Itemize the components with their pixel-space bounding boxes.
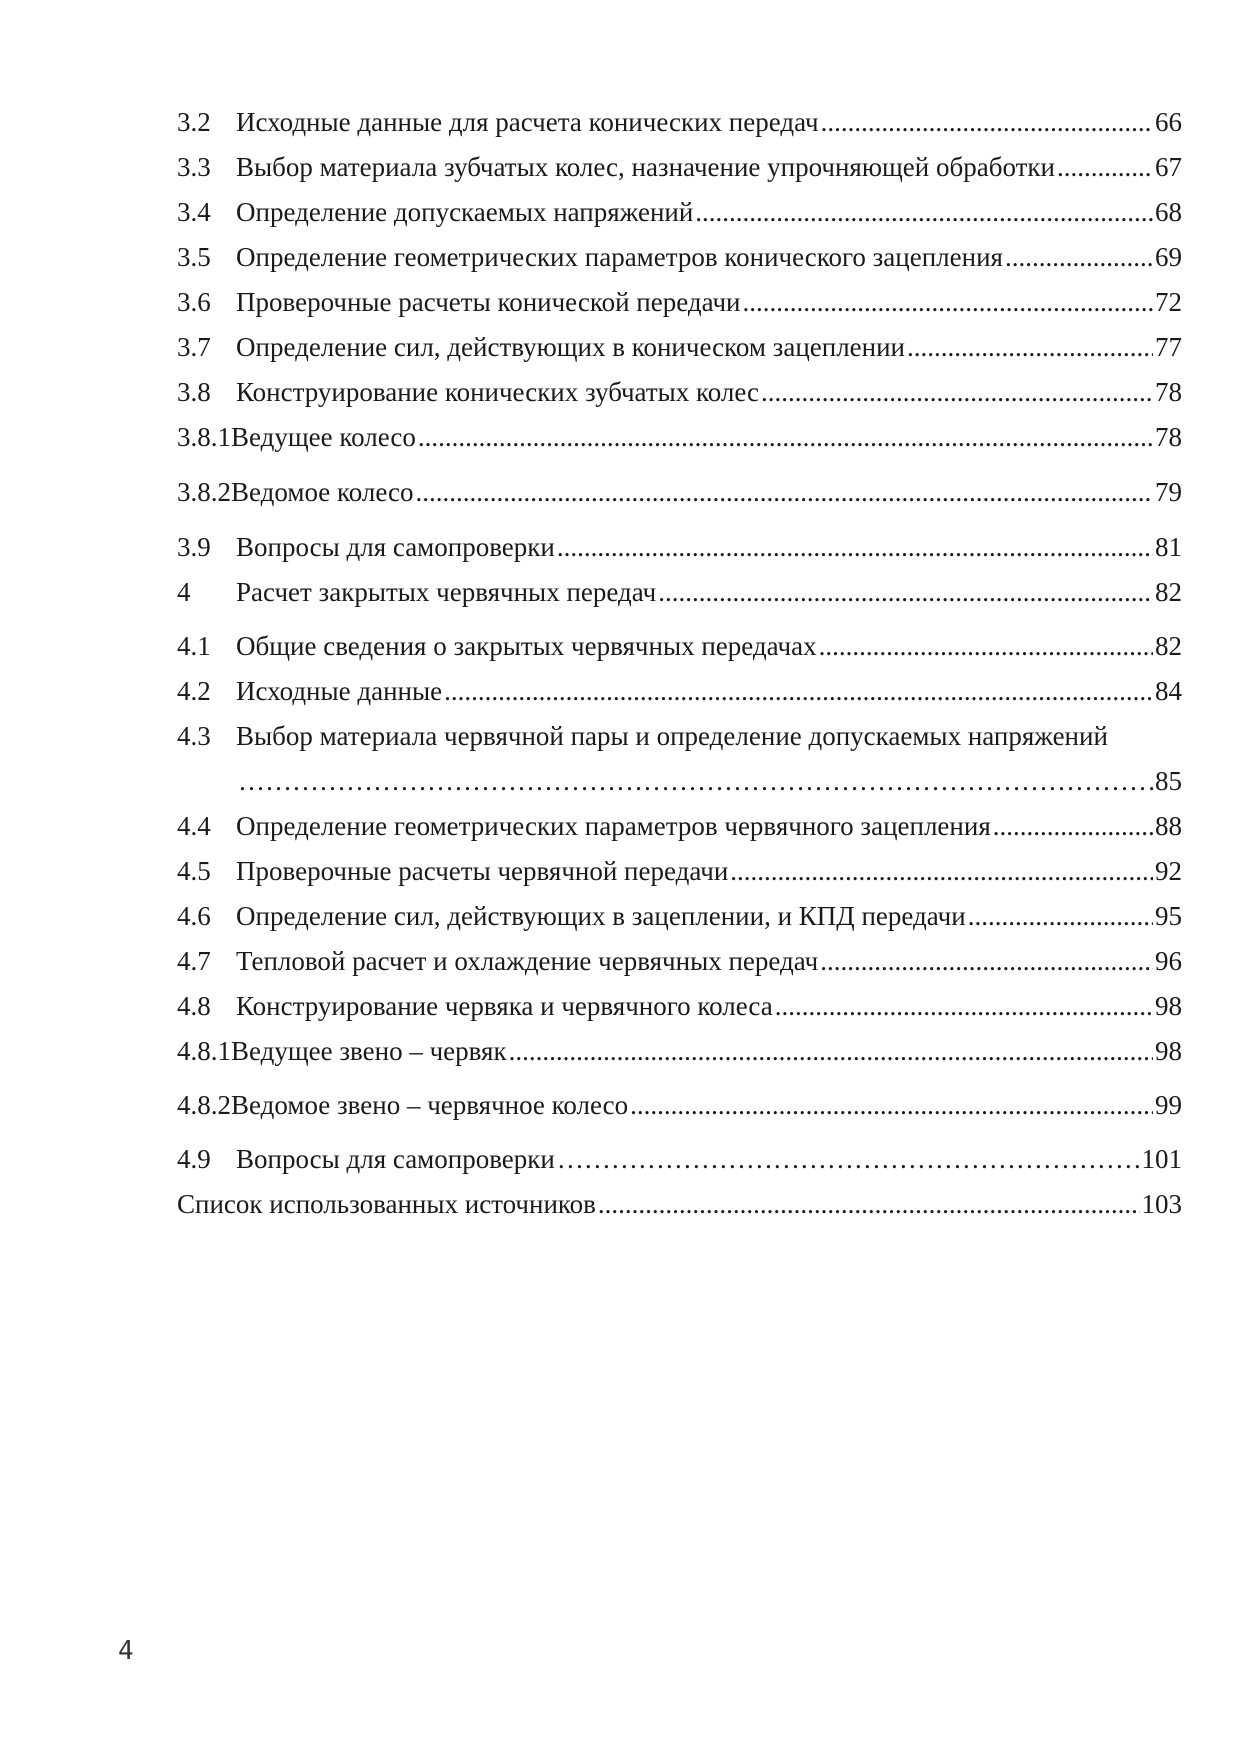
toc-title: Ведомое звено – червячное колесо [231,1090,629,1120]
toc-leader-dots [598,1187,1140,1221]
toc-number: 3.8.1 [177,422,231,452]
toc-entry-4-4[interactable] [177,809,1182,843]
toc-page: 82 [1155,631,1182,661]
toc-page: 82 [1155,577,1182,607]
toc-page: 88 [1155,811,1182,841]
toc-entry-4-8-2[interactable] [177,1088,1182,1122]
toc-title: Выбор материала зубчатых колес, назначение упрочняющей обработки [236,152,1055,182]
toc-leader-dots [968,899,1153,933]
toc-entry-4[interactable] [177,575,1182,609]
toc-leader-dots [730,854,1153,888]
toc-page: 96 [1155,946,1182,976]
toc-leader-dots [557,1142,1140,1176]
toc-number: 3.7 [177,332,211,362]
toc-page: 95 [1155,901,1182,931]
toc-entry-3-6[interactable] [177,285,1182,319]
toc-title: Ведомое колесо [231,477,414,507]
toc-title: Ведущее колесо [231,422,416,452]
toc-entry-4-7[interactable] [177,944,1182,978]
toc-entry-4-3[interactable] [177,719,1182,753]
toc-entry-3-4[interactable] [177,195,1182,229]
page-number: 4 [118,1636,134,1666]
toc-leader-dots [630,1088,1153,1122]
toc-leader-dots [821,105,1153,139]
toc-leader-dots [695,195,1153,229]
toc-number: 3.3 [177,152,211,182]
toc-page: 77 [1155,332,1182,362]
toc-leader-dots [743,285,1154,319]
toc-leader-dots [907,330,1153,364]
toc-title: Общие сведения о закрытых червячных передачах [236,631,817,661]
toc-entry-3-8-1[interactable] [177,420,1182,454]
toc-title: Выбор материала червячной пары и определение допускаемых напряжений [236,721,1108,751]
toc-entry-4-3-continuation[interactable] [236,764,1182,798]
toc-leader-dots [658,575,1153,609]
toc-leader-dots [993,809,1153,843]
toc-title: Список использованных источников [177,1189,596,1219]
toc-number: 3.2 [177,107,211,137]
toc-number: 4.9 [177,1144,211,1174]
toc-number: 3.8.2 [177,477,231,507]
toc-title: Проверочные расчеты конической передачи [236,287,741,317]
toc-title: Определение сил, действующих в коническом зацеплении [236,332,906,362]
toc-entry-4-1[interactable] [177,629,1182,663]
toc-number: 4.8.1 [177,1036,231,1066]
toc-number: 4.5 [177,856,211,886]
toc-entry-4-9[interactable] [177,1142,1182,1176]
toc-leader-dots [775,989,1153,1023]
toc-page: .85 [1148,766,1182,796]
toc-number: 4.7 [177,946,211,976]
toc-title: Проверочные расчеты червячной передачи [236,856,729,886]
toc-entry-4-5[interactable] [177,854,1182,888]
toc-page: 81 [1155,532,1182,562]
toc-number: 4.6 [177,901,211,931]
toc-number: 4.1 [177,631,211,661]
toc-title: Расчет закрытых червячных передач [236,577,657,607]
toc-page: 98 [1155,991,1182,1021]
toc-leader-dots [444,674,1153,708]
toc-leader-dots [416,475,1153,509]
toc-title: Определение геометрических параметров червячного зацепления [236,811,991,841]
toc-entry-4-6[interactable] [177,899,1182,933]
toc-entry-3-9[interactable] [177,530,1182,564]
toc-entry-3-3[interactable] [177,150,1182,184]
toc-title: Вопросы для самопроверки [236,532,555,562]
toc-title: Определение допускаемых напряжений [236,197,694,227]
toc-page: 78 [1155,377,1182,407]
toc-page: 92 [1155,856,1182,886]
toc-entry-4-8-1[interactable] [177,1034,1182,1068]
toc-page: 66 [1155,107,1182,137]
toc-page: 72 [1155,287,1182,317]
toc-leader-dots [1005,240,1153,274]
toc-title: Определение геометрических параметров конического зацепления [236,242,1003,272]
toc-number: 4.8 [177,991,211,1021]
toc-entry-3-5[interactable] [177,240,1182,274]
toc-leader-dots [819,629,1153,663]
toc-leader-dots [761,375,1153,409]
toc-leader-dots [509,1034,1153,1068]
toc-title: Определение сил, действующих в зацеплении, и КПД передачи [236,901,966,931]
toc-leader-dots [418,420,1153,454]
toc-page: 103 [1141,1189,1182,1219]
toc-entry-3-7[interactable] [177,330,1182,364]
toc-title: Тепловой расчет и охлаждение червячных передач [236,946,819,976]
toc-entry-3-8[interactable] [177,375,1182,409]
toc-page: 84 [1155,676,1182,706]
toc-page: 99 [1155,1090,1182,1120]
toc-title: Конструирование червяка и червячного колеса [236,991,773,1021]
toc-number: 4.8.2 [177,1090,231,1120]
toc-page: 79 [1155,477,1182,507]
toc-page: 98 [1155,1036,1182,1066]
toc-page: 68 [1155,197,1182,227]
toc-entry-4-2[interactable] [177,674,1182,708]
toc-number: 4.4 [177,811,211,841]
toc-entry-4-8[interactable] [177,989,1182,1023]
toc-number: 3.8 [177,377,211,407]
toc-leader-dots [238,764,1146,798]
toc-number: 3.5 [177,242,211,272]
toc-leader-dots [820,944,1153,978]
toc-title: Конструирование конических зубчатых колес [236,377,760,407]
toc-page: 101 [1141,1144,1182,1174]
toc-leader-dots [1057,150,1153,184]
toc-page: 69 [1155,242,1182,272]
toc-number: 3.6 [177,287,211,317]
toc-entry-3-8-2[interactable] [177,475,1182,509]
toc-page: 67 [1155,152,1182,182]
toc-leader-dots [557,530,1153,564]
toc-number: 4.2 [177,676,211,706]
toc-title: Вопросы для самопроверки [236,1144,555,1174]
toc-number: 3.9 [177,532,211,562]
toc-title: Ведущее звено – червяк [231,1036,507,1066]
toc-number: 3.4 [177,197,211,227]
toc-entry-sources[interactable] [177,1187,1182,1221]
toc-title: Исходные данные [236,676,443,706]
toc-title: Исходные данные для расчета конических передач [236,107,819,137]
toc-entry-3-2[interactable] [177,105,1182,139]
toc-number: 4.3 [177,721,211,751]
toc-page: 78 [1155,422,1182,452]
toc-number: 4 [177,577,191,607]
